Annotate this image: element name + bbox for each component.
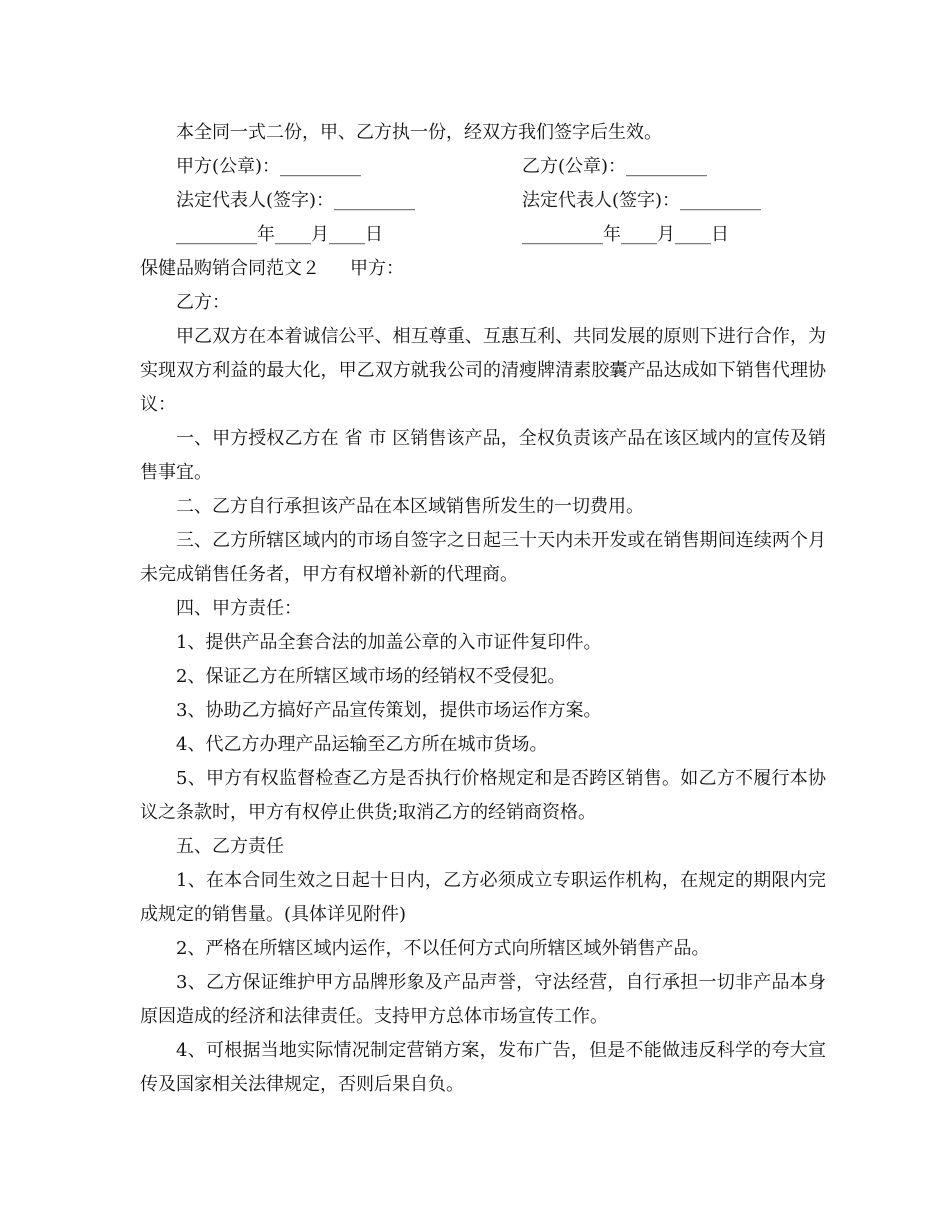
representative-row xyxy=(140,184,826,218)
clause-2: 二、乙方自行承担该产品在本区域销售所发生的一切费用。 xyxy=(176,496,644,517)
clause-1: 一、甲方授权乙方在 省 市 区销售该产品，全权负责该产品在该区域内的宣传及销售事宜。 xyxy=(140,428,826,483)
party-a-seal: 甲方(公章)：_________ xyxy=(176,156,362,177)
party-b-date: _________年____月____日 xyxy=(522,224,729,245)
party-b-duty-1: 1、在本合同生效之日起十日内，乙方必须成立专职运作机构，在规定的期限内完成规定的销售量。(具体详见附件) xyxy=(140,870,826,925)
party-b-duty-4: 4、可根据当地实际情况制定营销方案，发布广告，但是不能做违反科学的夸大宣传及国家相关法律规定，否则后果自负。 xyxy=(140,1040,826,1095)
party-a-label: 甲方： xyxy=(350,258,404,279)
date-row xyxy=(140,218,826,252)
party-a-duty-5: 5、甲方有权监督检查乙方是否执行价格规定和是否跨区销售。如乙方不履行本协议之条款时，甲方有权停止供货;取消乙方的经销商资格。 xyxy=(140,768,826,823)
party-a-duty-2: 2、保证乙方在所辖区域市场的经销权不受侵犯。 xyxy=(176,666,566,687)
seal-row xyxy=(140,150,826,184)
party-b-duty-3: 3、乙方保证维护甲方品牌形象及产品声誉，守法经营，自行承担一切非产品本身原因造成的经济和法律责任。支持甲方总体市场宣传工作。 xyxy=(140,972,826,1027)
effective-clause: 本全同一式二份，甲、乙方执一份，经双方我们签字后生效。 xyxy=(176,122,662,143)
party-a-duty-4: 4、代乙方办理产品运输至乙方所在城市货场。 xyxy=(176,734,548,755)
document-body xyxy=(140,116,826,1102)
party-a-duty-1: 1、提供产品全套合法的加盖公章的入市证件复印件。 xyxy=(176,632,602,653)
party-b-seal: 乙方(公章)：_________ xyxy=(522,156,708,177)
party-a-date: _________年____月____日 xyxy=(176,224,383,245)
clause-5-title: 五、乙方责任 xyxy=(176,836,284,857)
party-b-duty-2: 2、严格在所辖区域内运作，不以任何方式向所辖区域外销售产品。 xyxy=(176,938,710,959)
party-a-representative: 法定代表人(签字)：_________ xyxy=(176,190,416,211)
clause-3: 三、乙方所辖区域内的市场自签字之日起三十天内未开发或在销售期间连续两个月未完成销售任务者，甲方有权增补新的代理商。 xyxy=(140,530,826,585)
clause-4-title: 四、甲方责任： xyxy=(176,598,302,619)
intro-paragraph: 甲乙双方在本着诚信公平、相互尊重、互惠互利、共同发展的原则下进行合作，为实现双方利益的最大化，甲乙双方就我公司的清瘦牌清素胶囊产品达成如下销售代理协议： xyxy=(140,326,826,415)
party-a-duty-3: 3、协助乙方搞好产品宣传策划，提供市场运作方案。 xyxy=(176,700,602,721)
section-title: 保健品购销合同范文２ xyxy=(140,258,320,279)
section-title-line xyxy=(140,252,826,286)
party-b-label: 乙方： xyxy=(176,292,230,313)
party-b-representative: 法定代表人(签字)：_________ xyxy=(522,190,762,211)
